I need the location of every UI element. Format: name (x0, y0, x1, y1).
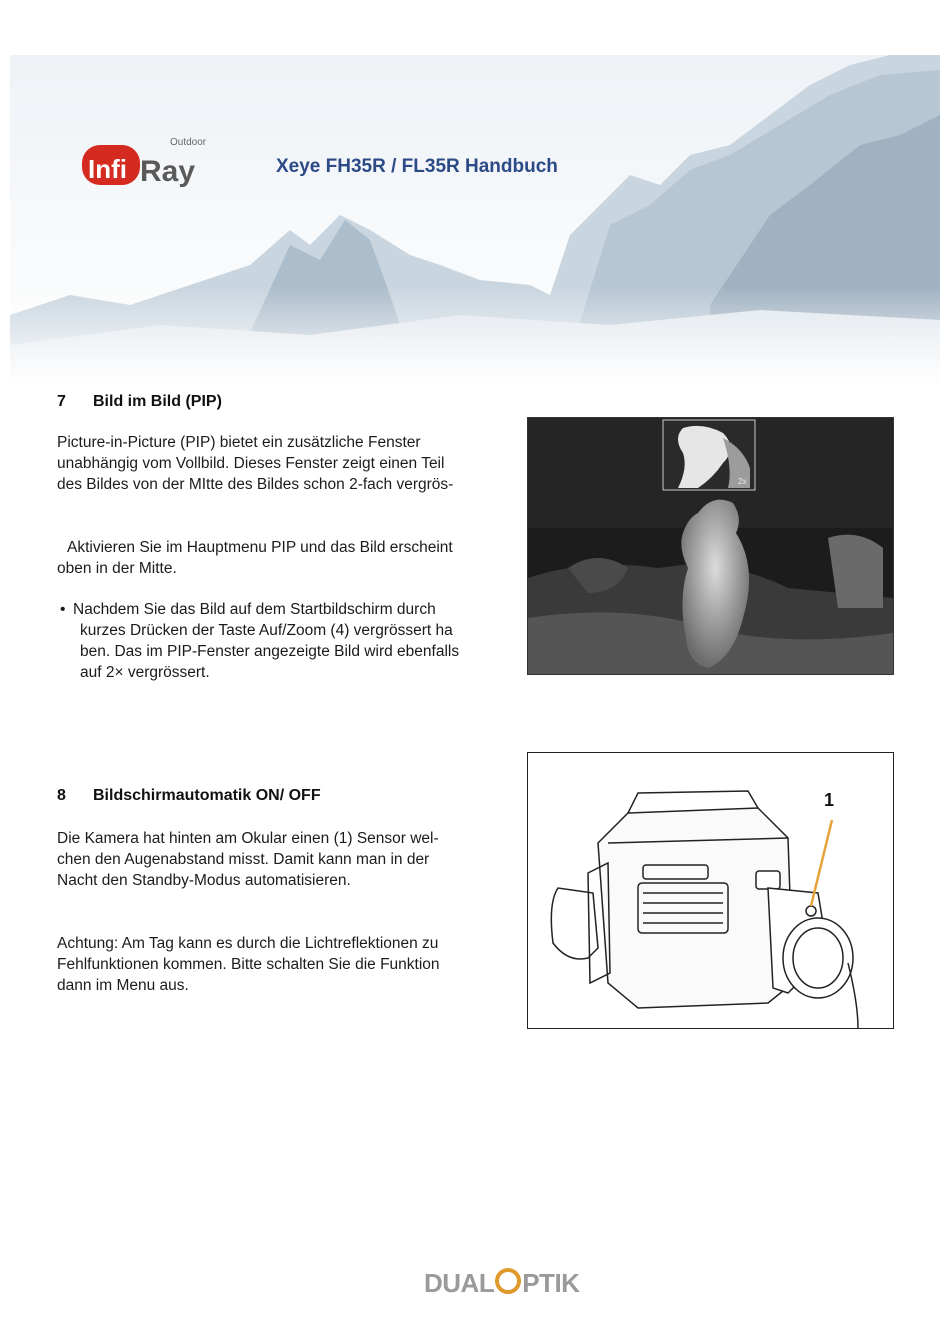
section-7-bullet (60, 599, 515, 683)
header-banner-image (10, 55, 940, 385)
section-8-title: Bildschirmautomatik ON/ OFF (93, 787, 321, 804)
section-8-paragraph-1 (57, 828, 517, 891)
text-line: des Bildes von der MItte des Bildes schon 2-fach vergrös- (57, 476, 454, 493)
text-line: dann im Menu aus. (57, 977, 189, 994)
section-8-number: 8 (57, 787, 66, 804)
text-line: Picture-in-Picture (PIP) bietet ein zusätzliche Fenster (57, 434, 421, 451)
camera-sensor-diagram (527, 752, 894, 1029)
svg-text:Ray: Ray (140, 155, 196, 188)
text-line: Nachdem Sie das Bild auf dem Startbildschirm durch (73, 601, 436, 618)
text-line: Die Kamera hat hinten am Okular einen (1) Sensor wel- (57, 830, 439, 847)
text-line: Aktivieren Sie im Hauptmenu PIP und das Bild erscheint (67, 539, 453, 556)
text-line: chen den Augenabstand misst. Damit kann man in der (57, 851, 430, 868)
section-7-number: 7 (57, 393, 66, 410)
text-line: Achtung: Am Tag kann es durch die Lichtreflektionen zu (57, 935, 439, 952)
document-title: Xeye FH35R / FL35R Handbuch (276, 156, 558, 177)
sensor-callout-number: 1 (824, 790, 835, 810)
text-line: Nacht den Standby-Modus automatisieren. (57, 872, 351, 889)
section-8-heading (57, 787, 321, 805)
footer-brand-left: DUAL (424, 1268, 495, 1298)
svg-text:Infi: Infi (88, 154, 127, 184)
bullet-icon: • (60, 601, 66, 618)
text-line: Fehlfunktionen kommen. Bitte schalten Sie die Funktion (57, 956, 440, 973)
footer-o-lens-icon (495, 1268, 521, 1294)
section-7-paragraph-2 (57, 537, 517, 579)
section-7-paragraph-1 (57, 432, 517, 495)
thermal-pip-photo (527, 417, 894, 675)
footer-brand-right: PTIK (522, 1268, 580, 1298)
infiray-logo (82, 135, 222, 190)
mountain-landscape (10, 55, 940, 385)
section-7-title: Bild im Bild (PIP) (93, 393, 222, 410)
text-line: oben in der Mitte. (57, 560, 177, 577)
section-7-heading (57, 393, 222, 411)
text-line: ben. Das im PIP-Fenster angezeigte Bild wird ebenfalls (80, 643, 460, 660)
text-line: kurzes Drücken der Taste Auf/Zoom (4) vergrössert ha (80, 622, 453, 639)
text-line: unabhängig vom Vollbild. Dieses Fenster zeigt einen Teil (57, 455, 445, 472)
text-line: auf 2× vergrössert. (80, 664, 210, 681)
logo-outdoor-text: Outdoor (170, 137, 207, 148)
section-8-paragraph-2 (57, 933, 517, 996)
pip-zoom-label: 2x (738, 477, 747, 486)
dualoptik-footer-logo (424, 1268, 579, 1299)
